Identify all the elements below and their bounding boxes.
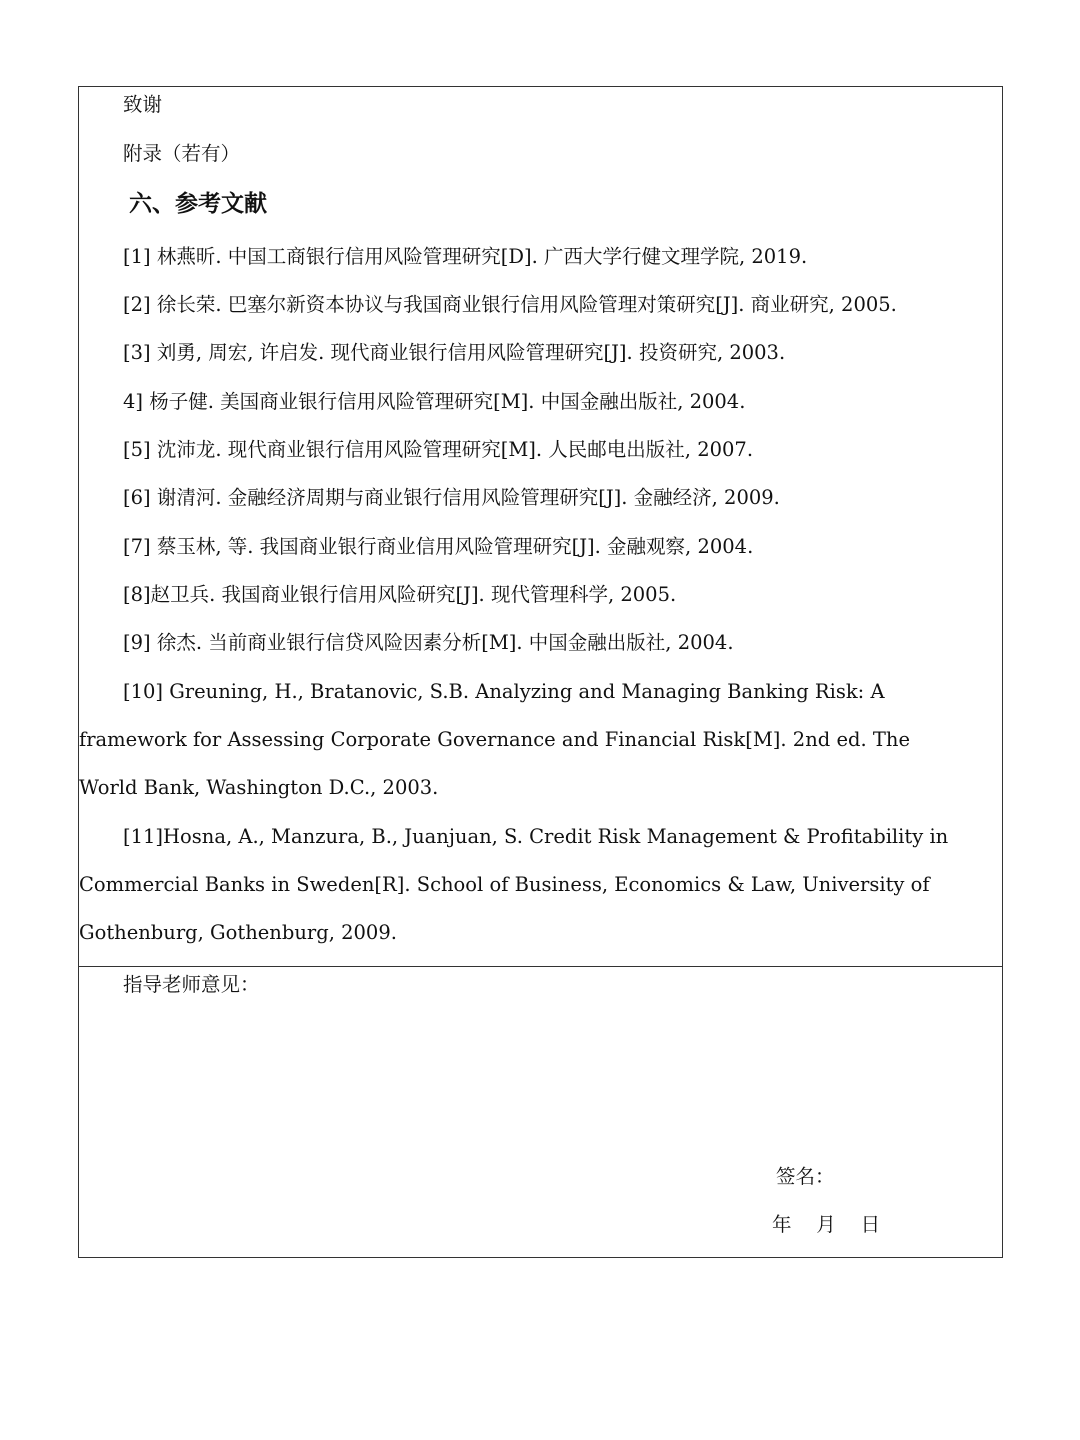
advisor-opinion-section bbox=[78, 966, 1003, 1258]
form-section-content bbox=[78, 86, 1003, 967]
reference-11-line: Commercial Banks in Sweden[R]. School of Business, Economics & Law, University of bbox=[79, 873, 930, 896]
reference-10-line: World Bank, Washington D.C., 2003. bbox=[79, 776, 439, 799]
references-heading: 六、参考文献 bbox=[129, 191, 267, 217]
appendix-item: 附录（若有） bbox=[123, 142, 241, 165]
advisor-opinion-label: 指导老师意见： bbox=[123, 973, 260, 996]
reference-item: [9] 徐杰. 当前商业银行信贷风险因素分析[M]. 中国金融出版社, 2004. bbox=[123, 631, 734, 654]
reference-11-line: [11]Hosna, A., Manzura, B., Juanjuan, S. Credit Risk Management & Profitability in bbox=[123, 825, 949, 848]
reference-item: [5] 沈沛龙. 现代商业银行信用风险管理研究[M]. 人民邮电出版社, 2007. bbox=[123, 438, 754, 461]
reference-item: [6] 谢清河. 金融经济周期与商业银行信用风险管理研究[J]. 金融经济, 2009. bbox=[123, 486, 780, 509]
reference-10-line: [10] Greuning, H., Bratanovic, S.B. Analyzing and Managing Banking Risk: A bbox=[123, 680, 885, 703]
acknowledgements-item: 致谢 bbox=[123, 93, 163, 116]
reference-item: [7] 蔡玉林, 等. 我国商业银行商业信用风险管理研究[J]. 金融观察, 2004. bbox=[123, 535, 754, 558]
reference-11-line: Gothenburg, Gothenburg, 2009. bbox=[79, 921, 397, 944]
date-label: 年 月 日 bbox=[772, 1213, 881, 1236]
reference-item: [8]赵卫兵. 我国商业银行信用风险研究[J]. 现代管理科学, 2005. bbox=[123, 583, 677, 606]
reference-item: 4] 杨子健. 美国商业银行信用风险管理研究[M]. 中国金融出版社, 2004. bbox=[123, 390, 746, 413]
reference-item: [3] 刘勇, 周宏, 许启发. 现代商业银行信用风险管理研究[J]. 投资研究, 2003. bbox=[123, 341, 786, 364]
signature-label: 签名： bbox=[776, 1165, 835, 1188]
reference-item: [1] 林燕昕. 中国工商银行信用风险管理研究[D]. 广西大学行健文理学院, 2019. bbox=[123, 245, 808, 268]
reference-10-line: framework for Assessing Corporate Governance and Financial Risk[M]. 2nd ed. The bbox=[79, 728, 910, 751]
reference-item: [2] 徐长荣. 巴塞尔新资本协议与我国商业银行信用风险管理对策研究[J]. 商业研究, 2005. bbox=[123, 293, 897, 316]
